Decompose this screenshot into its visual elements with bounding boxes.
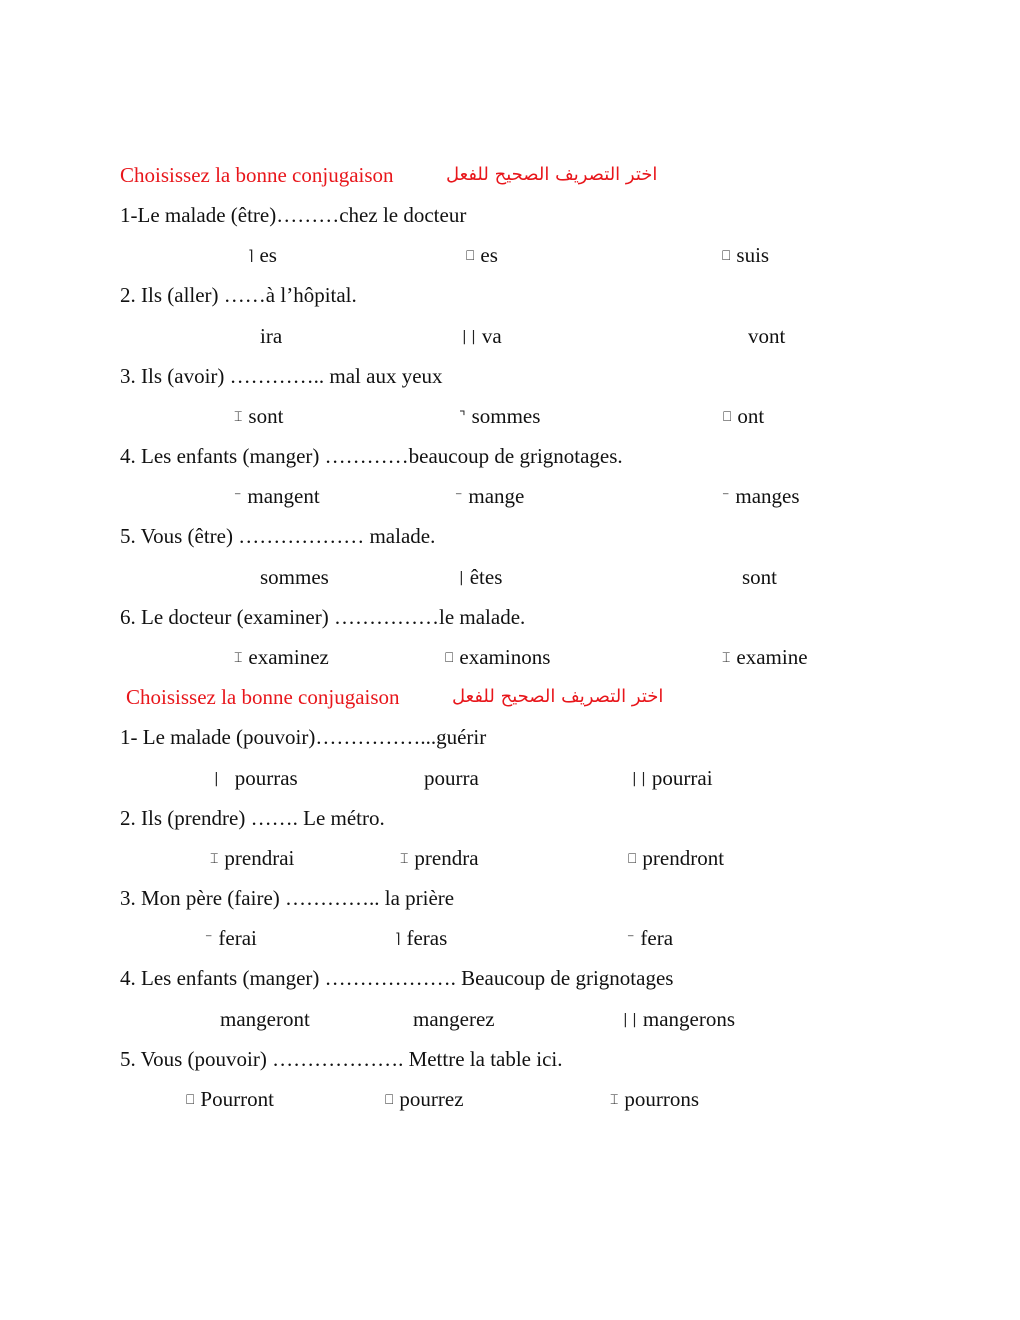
option-label: pourrons — [624, 1087, 700, 1111]
option-label: examinons — [459, 645, 551, 669]
section-2-heading-french: Choisissez la bonne conjugaison — [126, 685, 400, 709]
option-b[interactable] — [455, 484, 524, 509]
option-b[interactable] — [466, 243, 498, 268]
checkbox-icon: ⎕ — [186, 1092, 195, 1108]
checkbox-icon: ⁻ — [627, 931, 635, 947]
option-label: mange — [468, 484, 525, 508]
option-a[interactable] — [205, 926, 257, 951]
option-c[interactable] — [628, 846, 724, 871]
checkbox-icon: ⌶ — [234, 650, 243, 666]
option-c[interactable] — [610, 1087, 699, 1112]
option-a[interactable] — [248, 243, 277, 268]
checkbox-icon: ⎕ — [628, 851, 637, 867]
question-text: 5. Vous (pouvoir) ………………. Mettre la table ici. — [120, 1047, 563, 1071]
option-label: pourrai — [651, 766, 713, 790]
question-text: 3. Ils (avoir) ………….. mal aux yeux — [120, 364, 443, 388]
option-label: feras — [406, 926, 448, 950]
option-b[interactable] — [459, 565, 502, 590]
option-c[interactable] — [722, 645, 808, 670]
option-c[interactable] — [623, 1007, 735, 1032]
option-a[interactable] — [186, 1087, 274, 1112]
section-2-heading-arabic: اختر التصريف الصحيح للفعل — [452, 686, 664, 707]
option-a[interactable] — [234, 484, 320, 509]
checkbox-icon: | | — [462, 329, 476, 345]
option-a[interactable] — [234, 645, 329, 670]
checkbox-icon: ⁻ — [205, 931, 213, 947]
checkbox-icon: | — [459, 570, 464, 586]
checkbox-icon: ⁻ — [722, 489, 730, 505]
checkbox-icon: ⌶ — [722, 650, 731, 666]
option-label: sommes — [471, 404, 541, 428]
option-b[interactable] — [395, 926, 447, 951]
option-label: mangeront — [220, 1007, 310, 1031]
option-b[interactable] — [424, 766, 479, 790]
option-a[interactable] — [234, 404, 283, 429]
option-label: mangent — [247, 484, 320, 508]
option-c[interactable] — [723, 404, 764, 429]
option-label: pourrez — [399, 1087, 464, 1111]
option-c[interactable] — [742, 565, 777, 589]
option-a[interactable] — [260, 565, 329, 589]
option-label: examine — [736, 645, 808, 669]
option-label: ferai — [218, 926, 257, 950]
checkbox-icon: | — [214, 771, 219, 787]
checkbox-icon: | | — [632, 771, 646, 787]
option-c[interactable] — [632, 766, 713, 791]
option-a[interactable] — [214, 766, 298, 791]
question-text: 3. Mon père (faire) ………….. la prière — [120, 886, 455, 910]
option-c[interactable] — [627, 926, 673, 951]
checkbox-icon: ⎕ — [722, 248, 731, 264]
option-label: pourras — [234, 766, 298, 790]
option-label: suis — [736, 243, 770, 267]
option-label: es — [259, 243, 277, 267]
checkbox-icon: ⎕ — [723, 409, 732, 425]
checkbox-icon: ⌉ — [248, 248, 254, 264]
option-label: ira — [260, 324, 283, 348]
checkbox-icon: ⌶ — [234, 409, 243, 425]
section-1-heading-arabic: اختر التصريف الصحيح للفعل — [446, 164, 658, 185]
option-label: sont — [248, 404, 284, 428]
question-text: 4. Les enfants (manger) ………………. Beaucoup de grignotages — [120, 966, 674, 990]
option-label: sont — [742, 565, 778, 589]
option-label: sommes — [260, 565, 329, 589]
option-b[interactable] — [462, 324, 502, 349]
option-label: examinez — [248, 645, 329, 669]
option-label: pourra — [424, 766, 479, 790]
option-b[interactable] — [413, 1007, 495, 1031]
section-1-heading-french: Choisissez la bonne conjugaison — [120, 163, 394, 187]
option-label: prendront — [642, 846, 725, 870]
checkbox-icon: ⌉ — [395, 931, 401, 947]
option-c[interactable] — [748, 324, 785, 348]
checkbox-icon: ⎕ — [445, 650, 454, 666]
checkbox-icon: ⁻ — [234, 489, 242, 505]
option-label: va — [481, 324, 502, 348]
option-label: Pourront — [200, 1087, 274, 1111]
option-c[interactable] — [722, 484, 800, 509]
option-label: vont — [748, 324, 786, 348]
question-text: 2. Ils (prendre) ……. Le métro. — [120, 806, 385, 830]
checkbox-icon: ⎕ — [466, 248, 475, 264]
option-a[interactable] — [210, 846, 294, 871]
question-text: 6. Le docteur (examiner) ……………le malade. — [120, 605, 526, 629]
option-a[interactable] — [260, 324, 282, 348]
option-b[interactable] — [385, 1087, 464, 1112]
option-c[interactable] — [722, 243, 769, 268]
checkbox-icon: ⌝ — [459, 409, 466, 425]
option-b[interactable] — [445, 645, 550, 670]
question-text: 1-Le malade (être)………chez le docteur — [120, 203, 467, 227]
option-label: mangerons — [642, 1007, 736, 1031]
option-label: prendrai — [224, 846, 295, 870]
checkbox-icon: ⌶ — [400, 851, 409, 867]
option-label: fera — [640, 926, 674, 950]
option-label: mangerez — [413, 1007, 495, 1031]
question-text: 4. Les enfants (manger) …………beaucoup de grignotages. — [120, 444, 623, 468]
checkbox-icon: ⎕ — [385, 1092, 394, 1108]
checkbox-icon: ⌶ — [210, 851, 219, 867]
option-label: manges — [735, 484, 800, 508]
option-b[interactable] — [459, 404, 540, 429]
option-label: es — [480, 243, 498, 267]
option-a[interactable] — [220, 1007, 310, 1031]
option-label: prendra — [414, 846, 479, 870]
question-text: 2. Ils (aller) ……à l’hôpital. — [120, 283, 357, 307]
checkbox-icon: ⁻ — [455, 489, 463, 505]
question-text: 1- Le malade (pouvoir)……………...guérir — [120, 725, 487, 749]
option-label: ont — [737, 404, 765, 428]
option-label: êtes — [469, 565, 503, 589]
option-b[interactable] — [400, 846, 479, 871]
question-text: 5. Vous (être) ……………… malade. — [120, 524, 436, 548]
checkbox-icon: | | — [623, 1012, 637, 1028]
checkbox-icon: ⌶ — [610, 1092, 619, 1108]
